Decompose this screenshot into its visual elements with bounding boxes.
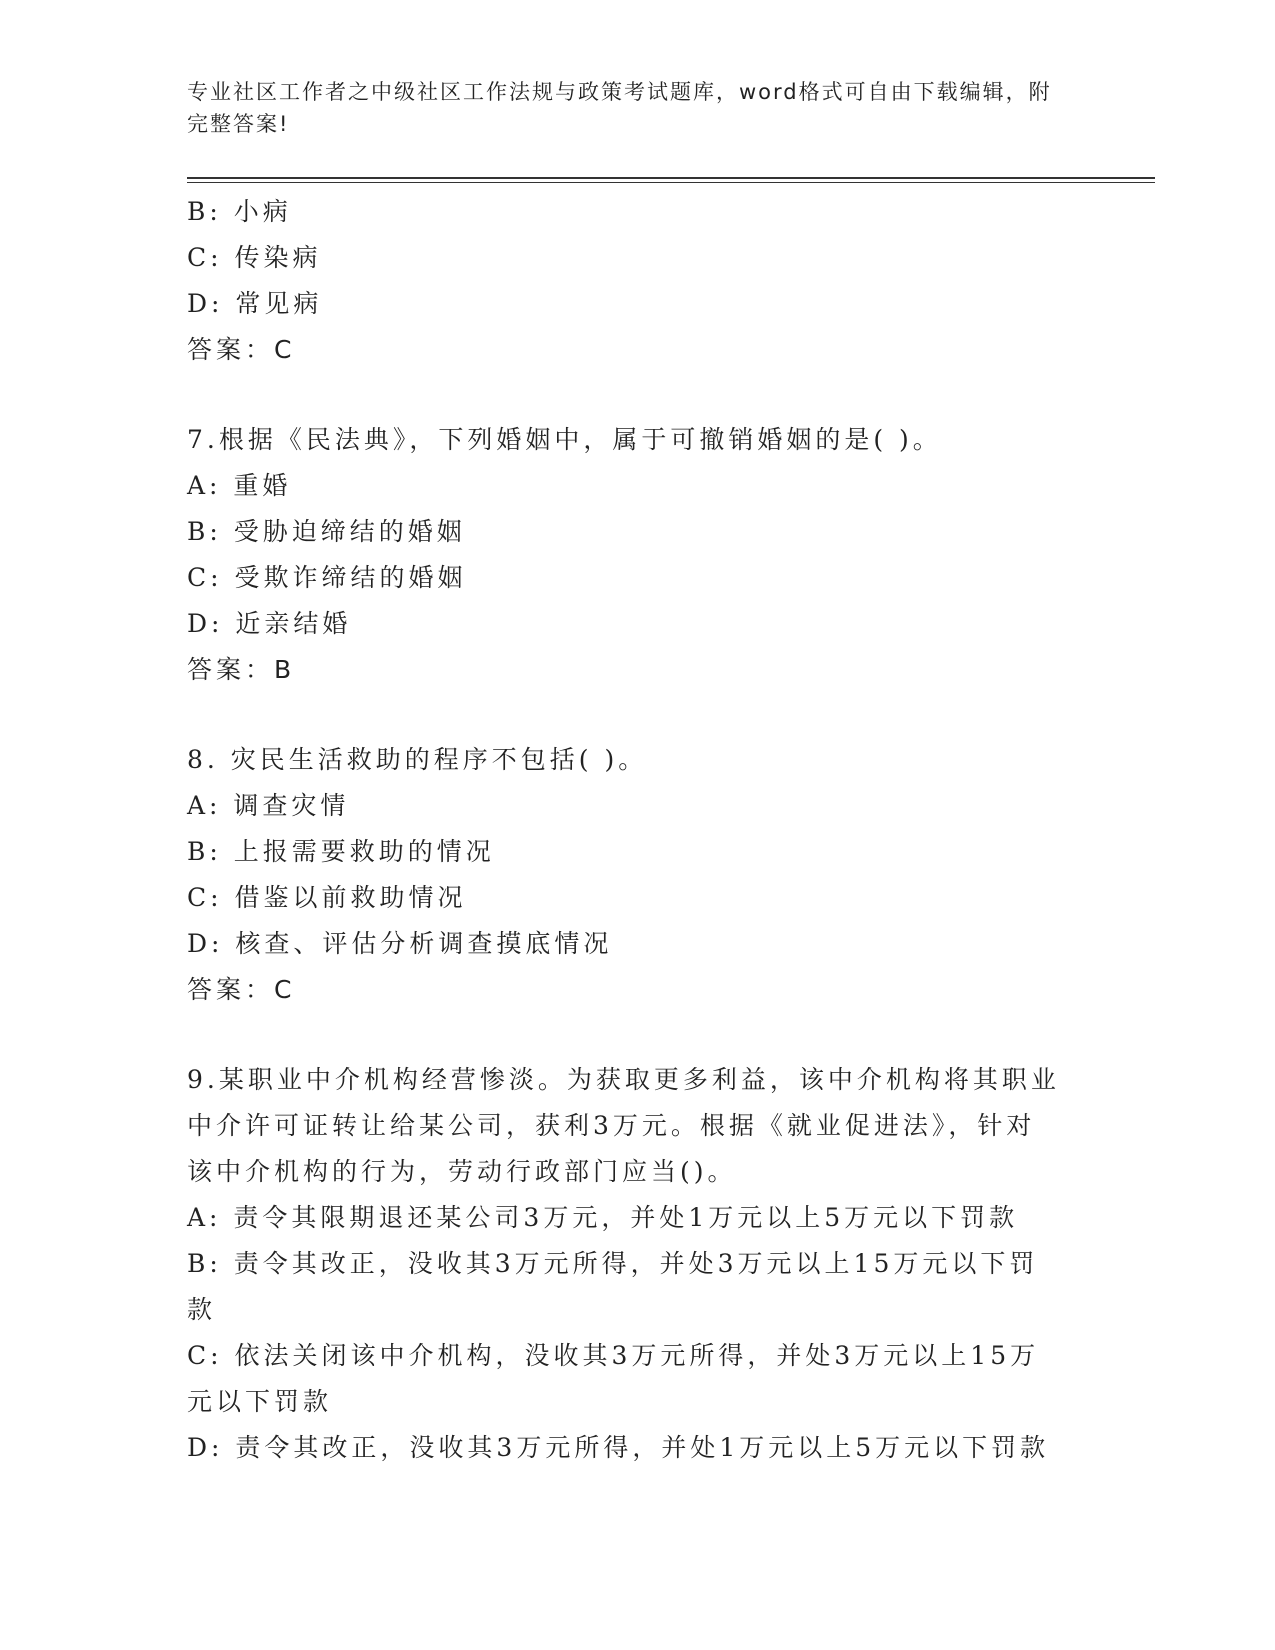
question-9-option-c-line-2: 元以下罚款 (187, 1387, 333, 1416)
header-rule-thin (187, 182, 1155, 183)
question-9-stem-line-1: 9.某职业中介机构经营惨淡。为获取更多利益，该中介机构将其职业 (187, 1065, 1060, 1094)
question-8-option-c: C: 借鉴以前救助情况 (187, 883, 467, 912)
spacer (187, 373, 1087, 417)
header-rule-thick (187, 177, 1155, 179)
question-9-stem-line-2: 中介许可证转让给某公司，获利3万元。根据《就业促进法》，针对 (187, 1111, 1036, 1140)
option-c: C: 传染病 (187, 243, 322, 272)
question-8-option-a: A: 调查灾情 (187, 791, 350, 820)
question-8-stem: 8. 灾民生活救助的程序不包括( )。 (187, 745, 648, 774)
question-7-stem: 7.根据《民法典》，下列婚姻中，属于可撤销婚姻的是( )。 (187, 425, 942, 454)
option-d: D: 常见病 (187, 289, 323, 318)
option-b: B: 小病 (187, 197, 292, 226)
question-9-option-c-line-1: C: 依法关闭该中介机构，没收其3万元所得，并处3万元以上15万 (187, 1341, 1040, 1370)
question-9-option-d: D: 责令其改正，没收其3万元所得，并处1万元以上5万元以下罚款 (187, 1433, 1050, 1462)
question-7-option-a: A: 重婚 (187, 471, 292, 500)
question-8-option-d: D: 核查、评估分析调查摸底情况 (187, 929, 613, 958)
question-9-stem-line-3: 该中介机构的行为，劳动行政部门应当()。 (187, 1157, 737, 1186)
question-7-option-b: B: 受胁迫缔结的婚姻 (187, 517, 466, 546)
document-header: 专业社区工作者之中级社区工作法规与政策考试题库，word格式可自由下载编辑，附完整答案! (187, 80, 1052, 136)
spacer (187, 693, 1087, 737)
question-7-option-d: D: 近亲结婚 (187, 609, 352, 638)
question-9-option-a: A: 责令其限期退还某公司3万元，并处1万元以上5万元以下罚款 (187, 1203, 1019, 1232)
question-body (187, 189, 1087, 1471)
question-7-option-c: C: 受欺诈缔结的婚姻 (187, 563, 467, 592)
question-7-answer: 答案：B (187, 655, 296, 684)
spacer (187, 1013, 1087, 1057)
question-9-option-b-line-2: 款 (187, 1295, 217, 1324)
question-8-option-b: B: 上报需要救助的情况 (187, 837, 495, 866)
question-8-answer: 答案：C (187, 975, 296, 1004)
answer-line: 答案：C (187, 335, 296, 364)
question-9-option-b-line-1: B: 责令其改正，没收其3万元所得，并处3万元以上15万元以下罚 (187, 1249, 1039, 1278)
